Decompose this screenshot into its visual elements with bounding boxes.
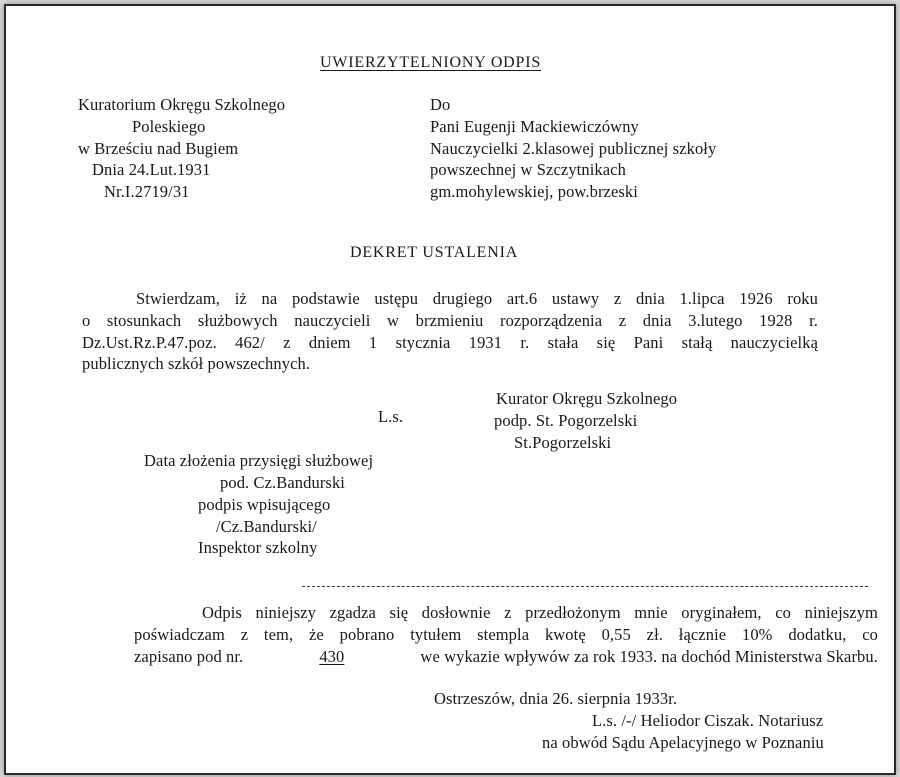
oath-line: Inspektor szkolny (198, 538, 318, 557)
recipient-line: Do (430, 95, 451, 114)
kurator-line: Kurator Okręgu Szkolnego (496, 389, 678, 408)
body-line: publicznych szkół powszechnych. (82, 354, 311, 373)
recipient-line: powszechnej w Szczytnikach (430, 160, 626, 179)
oath-line: Data złożenia przysięgi służbowej (144, 451, 374, 470)
sender-line: w Brześciu nad Bugiem (78, 139, 239, 158)
seal-mark: L.s. (378, 407, 404, 426)
separator-line (302, 586, 868, 587)
certification-suffix: we wykazie wpływów za rok 1933. na dochód Ministerstwa Skarbu. (420, 647, 878, 666)
oath-line: podpis wpisującego (198, 495, 331, 514)
recipient-name: Pani Eugenji Mackiewiczówny (430, 117, 639, 136)
body-line: Dz.Ust.Rz.P.47.poz. 462/ z dniem 1 stycznia 1931 r. stała się Pani stałą nauczycielką (82, 333, 818, 352)
document-title: DEKRET USTALENIA (350, 244, 519, 261)
oath-line: pod. Cz.Bandurski (220, 473, 345, 492)
notary-line: na obwód Sądu Apelacyjnego w Poznaniu (542, 733, 824, 752)
oath-line: /Cz.Bandurski/ (216, 517, 317, 536)
certification-line: poświadczam z tem, że pobrano tytułem stempla kwotę 0,55 zł. łącznie 10% dodatku, co (134, 625, 878, 644)
sender-line: Kuratorium Okręgu Szkolnego (78, 95, 286, 114)
sender-date: Dnia 24.Lut.1931 (92, 160, 211, 179)
place-date: Ostrzeszów, dnia 26. sierpnia 1933r. (434, 689, 678, 708)
sender-line: Poleskiego (132, 117, 206, 136)
recipient-line: gm.mohylewskiej, pow.brzeski (430, 182, 638, 201)
document-page (4, 4, 896, 775)
register-number: 430 (319, 647, 345, 666)
recipient-line: Nauczycielki 2.klasowej publicznej szkoły (430, 139, 717, 158)
body-line: o stosunkach służbowych nauczycieli w brzmieniu rozporządzenia z dnia 3.lutego 1928 r. (82, 311, 818, 330)
certification-prefix: zapisano pod nr. (134, 647, 244, 666)
document-heading: UWIERZYTELNIONY ODPIS (320, 54, 542, 71)
certification-line: Odpis niniejszy zgadza się dosłownie z przedłożonym mnie oryginałem, co niniejszym (202, 603, 878, 622)
certification-line (134, 646, 878, 667)
kurator-line: podp. St. Pogorzelski (494, 411, 638, 430)
notary-line: L.s. /-/ Heliodor Ciszak. Notariusz (592, 711, 824, 730)
kurator-signature: St.Pogorzelski (514, 433, 612, 452)
body-line: Stwierdzam, iż na podstawie ustępu drugiego art.6 ustawy z dnia 1.lipca 1926 roku (136, 289, 818, 308)
sender-reference-number: Nr.I.2719/31 (104, 182, 190, 201)
